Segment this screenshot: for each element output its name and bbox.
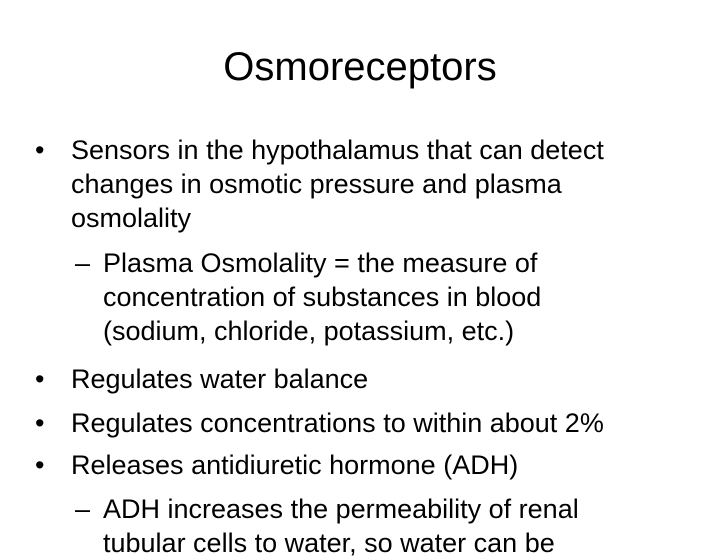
sub-bullet-2-line-2: tubular cells to water, so water can be <box>103 528 555 558</box>
bullet-4-line-1: Releases antidiuretic hormone (ADH) <box>71 450 519 480</box>
slide-title: Osmoreceptors <box>223 45 497 89</box>
sub-bullet-1-line-1: Plasma Osmolality = the measure of <box>103 248 538 278</box>
bullet-1-line-3: osmolality <box>71 203 192 233</box>
bullet-marker: • <box>35 135 45 165</box>
sub-bullet-2-line-1: ADH increases the permeability of renal <box>103 494 579 524</box>
bullet-marker: • <box>35 408 45 438</box>
bullet-1-line-2: changes in osmotic pressure and plasma <box>71 169 562 199</box>
bullet-marker: • <box>35 364 45 394</box>
bullet-3-line-1: Regulates concentrations to within about 2% <box>71 408 604 438</box>
sub-bullet-dash: – <box>75 494 91 524</box>
sub-bullet-1-line-2: concentration of substances in blood <box>103 282 542 312</box>
bullet-2-line-1: Regulates water balance <box>71 364 369 394</box>
bullet-1-line-1: Sensors in the hypothalamus that can detect <box>71 135 604 165</box>
sub-bullet-1-line-3: (sodium, chloride, potassium, etc.) <box>103 316 515 346</box>
sub-bullet-dash: – <box>75 248 91 278</box>
bullet-marker: • <box>35 450 45 480</box>
